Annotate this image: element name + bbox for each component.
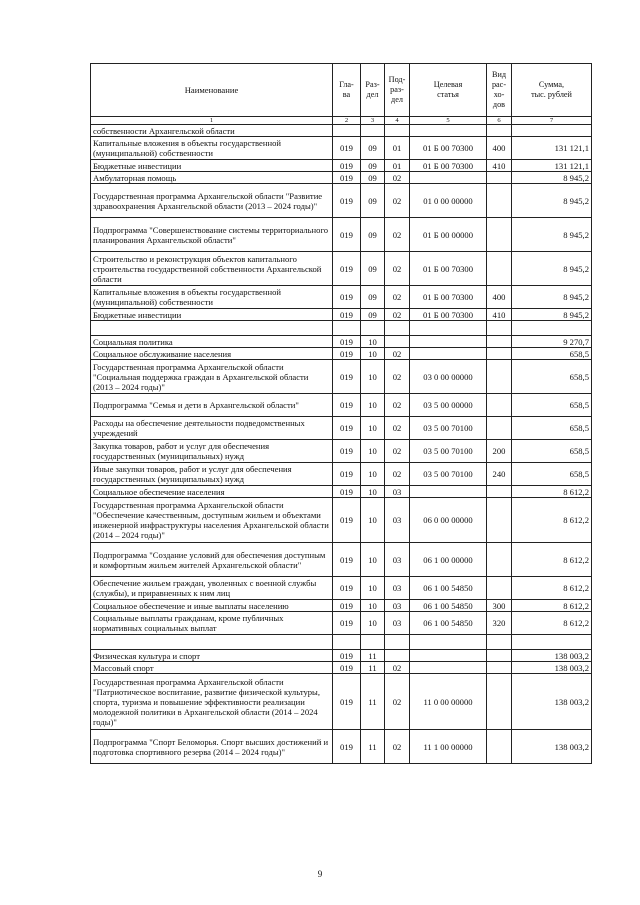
row-summa-cell: 658,5 [512, 417, 592, 440]
row-celevaya-statya-cell: 11 0 00 00000 [410, 674, 487, 730]
row-glava-cell: 019 [333, 543, 361, 577]
row-glava-cell: 019 [333, 184, 361, 218]
row-celevaya-statya-cell: 06 1 00 54850 [410, 577, 487, 600]
row-summa-cell: 131 121,1 [512, 160, 592, 172]
row-celevaya-statya-cell: 01 0 00 00000 [410, 184, 487, 218]
row-name-cell: Расходы на обеспечение деятельности подведомственных учреждений [91, 417, 333, 440]
row-glava-cell: 019 [333, 360, 361, 394]
row-celevaya-statya-cell: 01 Б 00 70300 [410, 286, 487, 309]
table-row [91, 218, 592, 252]
row-celevaya-statya-cell [410, 321, 487, 336]
row-summa-cell: 8 612,2 [512, 577, 592, 600]
row-summa-cell: 138 003,2 [512, 650, 592, 662]
row-celevaya-statya-cell [410, 336, 487, 348]
row-vid-rashodov-cell [487, 360, 512, 394]
table-row [91, 612, 592, 635]
row-summa-cell: 658,5 [512, 394, 592, 417]
row-razdel-cell: 10 [361, 360, 385, 394]
table-row [91, 360, 592, 394]
row-glava-cell: 019 [333, 348, 361, 360]
row-glava-cell: 019 [333, 650, 361, 662]
header-name: Наименование [91, 64, 333, 117]
table-row [91, 417, 592, 440]
row-razdel-cell: 10 [361, 600, 385, 612]
row-razdel-cell: 09 [361, 137, 385, 160]
table-row [91, 543, 592, 577]
row-summa-cell: 138 003,2 [512, 662, 592, 674]
row-vid-rashodov-cell [487, 543, 512, 577]
row-podrazdel-cell [385, 321, 410, 336]
row-podrazdel-cell [385, 125, 410, 137]
row-razdel-cell: 10 [361, 440, 385, 463]
row-name-cell: Иные закупки товаров, работ и услуг для обеспечения государственных (муниципальных) нужд [91, 463, 333, 486]
row-summa-cell: 138 003,2 [512, 674, 592, 730]
row-glava-cell: 019 [333, 172, 361, 184]
row-razdel-cell: 11 [361, 650, 385, 662]
row-podrazdel-cell [385, 635, 410, 650]
row-celevaya-statya-cell: 11 1 00 00000 [410, 730, 487, 764]
row-name-cell: Социальная политика [91, 336, 333, 348]
table-row [91, 336, 592, 348]
row-razdel-cell: 10 [361, 463, 385, 486]
column-number: 5 [410, 117, 487, 125]
row-podrazdel-cell: 03 [385, 612, 410, 635]
row-name-cell [91, 321, 333, 336]
row-podrazdel-cell: 02 [385, 440, 410, 463]
row-name-cell: Подпрограмма "Семья и дети в Архангельской области" [91, 394, 333, 417]
page-number: 9 [317, 869, 323, 879]
table-row [91, 498, 592, 543]
row-vid-rashodov-cell [487, 662, 512, 674]
column-number: 4 [385, 117, 410, 125]
row-celevaya-statya-cell: 03 5 00 70100 [410, 463, 487, 486]
column-number: 6 [487, 117, 512, 125]
row-podrazdel-cell: 02 [385, 662, 410, 674]
row-celevaya-statya-cell: 01 Б 00 70300 [410, 137, 487, 160]
row-celevaya-statya-cell: 06 0 00 00000 [410, 498, 487, 543]
table-row [91, 662, 592, 674]
row-name-cell: Подпрограмма "Совершенствование системы территориального планирования Архангельской области" [91, 218, 333, 252]
row-podrazdel-cell: 03 [385, 486, 410, 498]
row-summa-cell: 8 945,2 [512, 286, 592, 309]
row-vid-rashodov-cell: 410 [487, 160, 512, 172]
row-vid-rashodov-cell [487, 125, 512, 137]
row-podrazdel-cell: 03 [385, 498, 410, 543]
row-celevaya-statya-cell [410, 125, 487, 137]
row-glava-cell: 019 [333, 440, 361, 463]
row-razdel-cell [361, 635, 385, 650]
row-summa-cell [512, 321, 592, 336]
row-razdel-cell: 10 [361, 336, 385, 348]
row-name-cell: Подпрограмма "Спорт Беломорья. Спорт высших достижений и подготовка спортивного резерва (2014 – 2024 годы)" [91, 730, 333, 764]
row-vid-rashodov-cell [487, 394, 512, 417]
row-razdel-cell [361, 321, 385, 336]
row-vid-rashodov-cell: 410 [487, 309, 512, 321]
row-podrazdel-cell: 02 [385, 463, 410, 486]
row-summa-cell [512, 125, 592, 137]
table-row [91, 463, 592, 486]
row-celevaya-statya-cell [410, 650, 487, 662]
header-podrazdel: Под- раз- дел [385, 64, 410, 117]
row-name-cell: Капитальные вложения в объекты государственной (муниципальной) собственности [91, 137, 333, 160]
row-vid-rashodov-cell [487, 348, 512, 360]
row-name-cell: Обеспечение жильем граждан, уволенных с военной службы (службы), и приравненных к ним лиц [91, 577, 333, 600]
row-name-cell: Социальное обеспечение населения [91, 486, 333, 498]
row-summa-cell: 131 121,1 [512, 137, 592, 160]
row-razdel-cell: 09 [361, 252, 385, 286]
row-summa-cell: 8 612,2 [512, 543, 592, 577]
column-number: 7 [512, 117, 592, 125]
row-vid-rashodov-cell [487, 184, 512, 218]
budget-table [90, 63, 592, 764]
row-name-cell: Государственная программа Архангельской области "Патриотическое воспитание, развитие физической культуры, спорта, туризма и повышение эффективности реализации молодежной политики в Архангельской области (2014 – 2024 годы)" [91, 674, 333, 730]
row-podrazdel-cell: 02 [385, 417, 410, 440]
column-number: 3 [361, 117, 385, 125]
row-name-cell: собственности Архангельской области [91, 125, 333, 137]
row-razdel-cell: 11 [361, 730, 385, 764]
table-row [91, 486, 592, 498]
row-razdel-cell: 10 [361, 498, 385, 543]
row-razdel-cell: 09 [361, 184, 385, 218]
row-vid-rashodov-cell [487, 635, 512, 650]
row-glava-cell [333, 125, 361, 137]
row-vid-rashodov-cell [487, 218, 512, 252]
row-vid-rashodov-cell: 200 [487, 440, 512, 463]
row-glava-cell: 019 [333, 486, 361, 498]
row-glava-cell: 019 [333, 286, 361, 309]
table-row [91, 172, 592, 184]
row-glava-cell: 019 [333, 309, 361, 321]
header-celevaya-statya: Целевая статья [410, 64, 487, 117]
row-razdel-cell [361, 125, 385, 137]
row-glava-cell: 019 [333, 252, 361, 286]
row-name-cell: Амбулаторная помощь [91, 172, 333, 184]
row-vid-rashodov-cell [487, 498, 512, 543]
row-razdel-cell: 09 [361, 172, 385, 184]
row-podrazdel-cell: 02 [385, 218, 410, 252]
row-razdel-cell: 09 [361, 309, 385, 321]
table-row [91, 600, 592, 612]
row-summa-cell: 8 612,2 [512, 498, 592, 543]
row-razdel-cell: 09 [361, 286, 385, 309]
row-name-cell: Капитальные вложения в объекты государственной (муниципальной) собственности [91, 286, 333, 309]
table-row [91, 321, 592, 336]
row-name-cell: Закупка товаров, работ и услуг для обеспечения государственных (муниципальных) нужд [91, 440, 333, 463]
row-name-cell: Подпрограмма "Создание условий для обеспечения доступным и комфортным жильем жителей Архангельской области" [91, 543, 333, 577]
row-vid-rashodov-cell [487, 321, 512, 336]
row-celevaya-statya-cell: 03 5 00 00000 [410, 394, 487, 417]
row-glava-cell: 019 [333, 160, 361, 172]
table-row [91, 137, 592, 160]
row-celevaya-statya-cell: 06 1 00 54850 [410, 612, 487, 635]
row-name-cell: Массовый спорт [91, 662, 333, 674]
row-vid-rashodov-cell: 400 [487, 286, 512, 309]
row-summa-cell [512, 635, 592, 650]
row-glava-cell: 019 [333, 336, 361, 348]
row-summa-cell: 8 612,2 [512, 612, 592, 635]
row-summa-cell: 658,5 [512, 440, 592, 463]
row-podrazdel-cell: 02 [385, 309, 410, 321]
row-vid-rashodov-cell [487, 577, 512, 600]
row-summa-cell: 658,5 [512, 360, 592, 394]
row-glava-cell: 019 [333, 662, 361, 674]
row-razdel-cell: 11 [361, 674, 385, 730]
row-celevaya-statya-cell: 01 Б 00 70300 [410, 160, 487, 172]
row-glava-cell: 019 [333, 394, 361, 417]
row-glava-cell [333, 321, 361, 336]
row-celevaya-statya-cell [410, 486, 487, 498]
row-razdel-cell: 09 [361, 160, 385, 172]
row-celevaya-statya-cell: 03 5 00 70100 [410, 440, 487, 463]
row-glava-cell: 019 [333, 463, 361, 486]
row-glava-cell: 019 [333, 577, 361, 600]
row-vid-rashodov-cell [487, 650, 512, 662]
header-vid-rashodov: Вид рас- хо- дов [487, 64, 512, 117]
row-summa-cell: 9 270,7 [512, 336, 592, 348]
row-vid-rashodov-cell: 300 [487, 600, 512, 612]
table-row [91, 184, 592, 218]
table-row [91, 635, 592, 650]
row-razdel-cell: 10 [361, 486, 385, 498]
row-podrazdel-cell: 01 [385, 160, 410, 172]
header-razdel: Раз- дел [361, 64, 385, 117]
table-row [91, 394, 592, 417]
table-row [91, 286, 592, 309]
row-name-cell [91, 635, 333, 650]
table-row [91, 348, 592, 360]
column-number-row [91, 117, 592, 125]
row-celevaya-statya-cell: 06 1 00 00000 [410, 543, 487, 577]
header-summa: Сумма, тыс. рублей [512, 64, 592, 117]
row-summa-cell: 138 003,2 [512, 730, 592, 764]
row-podrazdel-cell: 02 [385, 394, 410, 417]
row-razdel-cell: 10 [361, 348, 385, 360]
row-summa-cell: 658,5 [512, 348, 592, 360]
row-glava-cell: 019 [333, 730, 361, 764]
row-name-cell: Физическая культура и спорт [91, 650, 333, 662]
row-podrazdel-cell: 02 [385, 286, 410, 309]
row-razdel-cell: 10 [361, 577, 385, 600]
row-celevaya-statya-cell [410, 348, 487, 360]
row-vid-rashodov-cell: 400 [487, 137, 512, 160]
row-razdel-cell: 10 [361, 543, 385, 577]
table-header-row [91, 64, 592, 117]
row-glava-cell: 019 [333, 417, 361, 440]
row-vid-rashodov-cell: 240 [487, 463, 512, 486]
row-celevaya-statya-cell: 01 Б 00 70300 [410, 309, 487, 321]
row-podrazdel-cell: 01 [385, 137, 410, 160]
row-summa-cell: 8 945,2 [512, 184, 592, 218]
row-name-cell: Социальное обслуживание населения [91, 348, 333, 360]
table-row [91, 730, 592, 764]
row-name-cell: Социальное обеспечение и иные выплаты населению [91, 600, 333, 612]
table-row [91, 160, 592, 172]
table-row [91, 440, 592, 463]
row-summa-cell: 658,5 [512, 463, 592, 486]
row-name-cell: Бюджетные инвестиции [91, 160, 333, 172]
row-celevaya-statya-cell: 01 Б 00 70300 [410, 252, 487, 286]
row-podrazdel-cell: 03 [385, 543, 410, 577]
table-row [91, 309, 592, 321]
row-vid-rashodov-cell [487, 674, 512, 730]
row-glava-cell: 019 [333, 600, 361, 612]
row-vid-rashodov-cell [487, 252, 512, 286]
row-podrazdel-cell: 02 [385, 348, 410, 360]
table-row [91, 577, 592, 600]
row-name-cell: Государственная программа Архангельской области "Обеспечение качественным, доступным жильем и объектами инженерной инфраструктуры населения Архангельской области (2014 – 2024 годы)" [91, 498, 333, 543]
row-celevaya-statya-cell [410, 662, 487, 674]
row-glava-cell: 019 [333, 218, 361, 252]
row-name-cell: Государственная программа Архангельской области "Развитие здравоохранения Архангельской области (2013 – 2024 годы)" [91, 184, 333, 218]
row-podrazdel-cell [385, 336, 410, 348]
row-glava-cell [333, 635, 361, 650]
row-vid-rashodov-cell [487, 486, 512, 498]
row-podrazdel-cell: 02 [385, 730, 410, 764]
row-razdel-cell: 10 [361, 394, 385, 417]
row-razdel-cell: 10 [361, 612, 385, 635]
row-name-cell: Государственная программа Архангельской области "Социальная поддержка граждан в Архангельской области (2013 – 2024 годы)" [91, 360, 333, 394]
row-glava-cell: 019 [333, 498, 361, 543]
row-razdel-cell: 11 [361, 662, 385, 674]
row-glava-cell: 019 [333, 137, 361, 160]
row-summa-cell: 8 612,2 [512, 600, 592, 612]
row-razdel-cell: 09 [361, 218, 385, 252]
table-row [91, 125, 592, 137]
row-summa-cell: 8 612,2 [512, 486, 592, 498]
row-name-cell: Социальные выплаты гражданам, кроме публичных нормативных социальных выплат [91, 612, 333, 635]
row-vid-rashodov-cell [487, 172, 512, 184]
row-celevaya-statya-cell: 01 Б 00 00000 [410, 218, 487, 252]
row-podrazdel-cell: 02 [385, 674, 410, 730]
row-podrazdel-cell: 02 [385, 360, 410, 394]
row-celevaya-statya-cell: 03 0 00 00000 [410, 360, 487, 394]
row-podrazdel-cell: 02 [385, 184, 410, 218]
row-celevaya-statya-cell [410, 172, 487, 184]
row-razdel-cell: 10 [361, 417, 385, 440]
row-celevaya-statya-cell [410, 635, 487, 650]
row-name-cell: Бюджетные инвестиции [91, 309, 333, 321]
row-glava-cell: 019 [333, 674, 361, 730]
row-summa-cell: 8 945,2 [512, 252, 592, 286]
row-celevaya-statya-cell: 03 5 00 70100 [410, 417, 487, 440]
row-vid-rashodov-cell [487, 336, 512, 348]
table-body [91, 125, 592, 764]
row-name-cell: Строительство и реконструкция объектов капитального строительства государственной собственности Архангельской области [91, 252, 333, 286]
row-summa-cell: 8 945,2 [512, 309, 592, 321]
table-row [91, 674, 592, 730]
row-podrazdel-cell [385, 650, 410, 662]
column-number: 1 [91, 117, 333, 125]
row-celevaya-statya-cell: 06 1 00 54850 [410, 600, 487, 612]
row-glava-cell: 019 [333, 612, 361, 635]
row-vid-rashodov-cell [487, 417, 512, 440]
row-summa-cell: 8 945,2 [512, 218, 592, 252]
row-vid-rashodov-cell [487, 730, 512, 764]
table-row [91, 650, 592, 662]
row-podrazdel-cell: 02 [385, 172, 410, 184]
row-podrazdel-cell: 03 [385, 600, 410, 612]
row-podrazdel-cell: 03 [385, 577, 410, 600]
table-row [91, 252, 592, 286]
row-summa-cell: 8 945,2 [512, 172, 592, 184]
row-podrazdel-cell: 02 [385, 252, 410, 286]
column-number: 2 [333, 117, 361, 125]
header-glava: Гла- ва [333, 64, 361, 117]
row-vid-rashodov-cell: 320 [487, 612, 512, 635]
